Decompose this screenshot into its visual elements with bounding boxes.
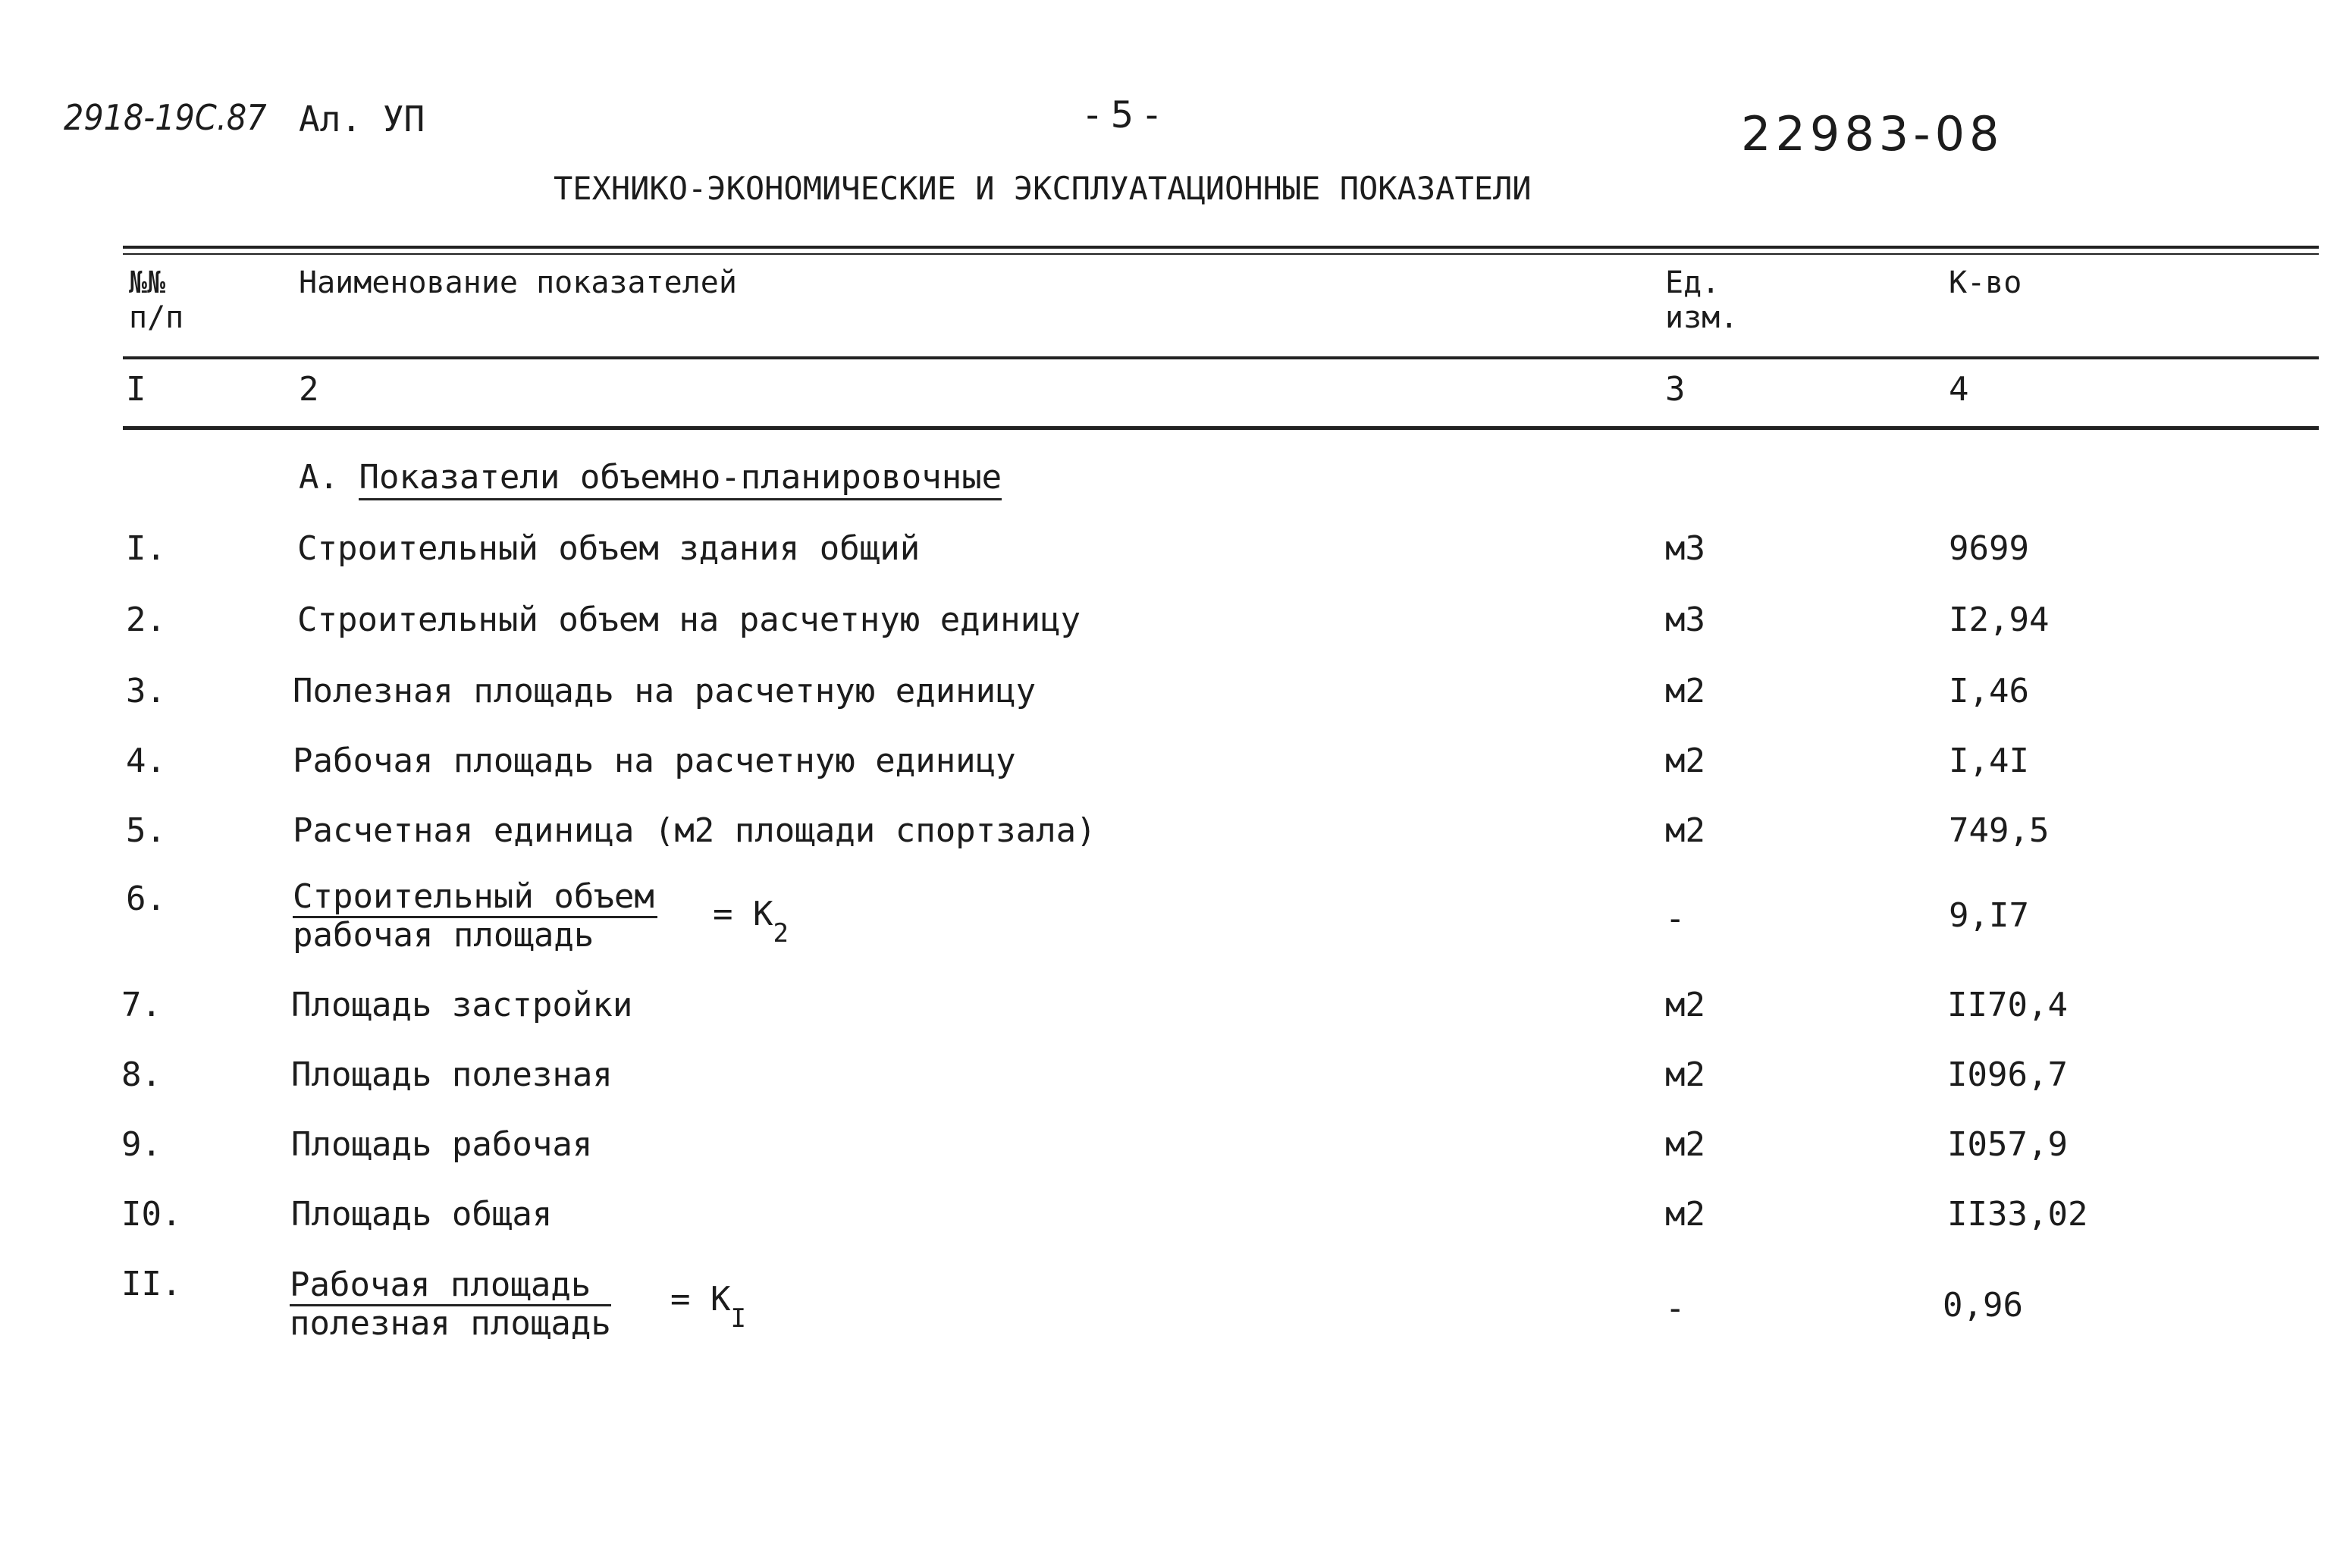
row-8-name: Площадь полезная: [291, 1055, 613, 1094]
row-5-qty: 749,5: [1949, 811, 2050, 850]
row-8-num: 8.: [121, 1055, 162, 1094]
col-header-num: [129, 265, 183, 335]
doc-code: 2918-19C.87: [64, 97, 267, 138]
row-10-unit: м2: [1665, 1195, 1705, 1234]
row-5-name: Расчетная единица (м2 площади спортзала): [293, 811, 1096, 850]
row-2-name: Строительный объем на расчетную единицу: [297, 601, 1081, 639]
row-6-result: [713, 895, 789, 949]
col-header-unit-line1: Ед.: [1665, 265, 1720, 300]
row-6-unit: -: [1665, 899, 1686, 938]
row-11-result-subscript: I: [730, 1303, 746, 1334]
album-label: Ал. УП: [299, 99, 425, 140]
row-6-qty: 9,I7: [1949, 896, 2029, 935]
row-4-unit: м2: [1665, 742, 1705, 780]
row-2-unit: м3: [1665, 601, 1705, 639]
row-10-qty: II33,02: [1947, 1195, 2088, 1234]
row-10-num: I0.: [121, 1195, 182, 1234]
page-number: - 5 -: [1086, 94, 1159, 136]
col-number-1: I: [126, 370, 146, 409]
col-header-unit-line2: изм.: [1665, 300, 1739, 335]
row-2-qty: I2,94: [1949, 601, 2050, 639]
row-11-unit: -: [1665, 1289, 1686, 1328]
row-6-result-subscript: 2: [773, 918, 789, 949]
row-9-name: Площадь рабочая: [291, 1125, 593, 1164]
row-4-name: Рабочая площадь на расчетную единицу: [293, 742, 1016, 780]
row-11-denominator: полезная площадь: [290, 1304, 611, 1343]
row-7-unit: м2: [1665, 986, 1705, 1024]
numbers-rule: [123, 426, 2319, 430]
row-4-num: 4.: [126, 742, 166, 780]
row-7-name: Площадь застройки: [291, 986, 633, 1024]
row-11-num: II.: [121, 1265, 182, 1303]
row-10-name: Площадь общая: [291, 1195, 553, 1234]
row-6-fraction: [293, 877, 657, 955]
row-6-numerator: Строительный объем: [293, 880, 657, 918]
col-number-4: 4: [1949, 370, 1969, 409]
col-number-3: 3: [1665, 370, 1686, 409]
row-6-num: 6.: [126, 880, 166, 918]
table-top-rule-2: [123, 253, 2319, 255]
row-11-fraction: [290, 1265, 611, 1343]
row-11-numerator: Рабочая площадь: [290, 1268, 611, 1306]
row-8-unit: м2: [1665, 1055, 1705, 1094]
row-3-name: Полезная площадь на расчетную единицу: [293, 672, 1037, 710]
row-5-num: 5.: [126, 811, 166, 850]
row-1-unit: м3: [1665, 529, 1705, 568]
table-top-rule: [123, 246, 2319, 249]
col-header-name: Наименование показателей: [299, 265, 737, 300]
col-header-unit: [1665, 265, 1738, 335]
row-8-qty: I096,7: [1947, 1055, 2068, 1094]
row-1-qty: 9699: [1949, 529, 2029, 568]
row-2-num: 2.: [126, 601, 166, 639]
row-11-result: [670, 1280, 746, 1334]
col-header-num-line1: №№: [129, 265, 166, 300]
row-3-qty: I,46: [1949, 672, 2029, 710]
row-9-num: 9.: [121, 1125, 162, 1164]
row-7-num: 7.: [121, 986, 162, 1024]
col-number-2: 2: [299, 370, 319, 409]
row-4-qty: I,4I: [1949, 742, 2029, 780]
row-6-result-symbol: = К: [713, 895, 773, 933]
row-3-unit: м2: [1665, 672, 1705, 710]
row-1-name: Строительный объем здания общий: [297, 529, 921, 568]
header-rule: [123, 356, 2319, 359]
row-6-denominator: рабочая площадь: [293, 916, 594, 955]
row-1-num: I.: [126, 529, 166, 568]
col-header-num-line2: п/п: [129, 300, 184, 335]
document-title: ТЕХНИКО-ЭКОНОМИЧЕСКИЕ И ЭКСПЛУАТАЦИОННЫЕ ПОКАЗАТЕЛИ: [554, 170, 1532, 207]
row-9-unit: м2: [1665, 1125, 1705, 1164]
row-11-qty: 0,96: [1943, 1286, 2023, 1325]
row-7-qty: II70,4: [1947, 986, 2068, 1024]
row-9-qty: I057,9: [1947, 1125, 2068, 1164]
section-a-prefix: А.: [299, 458, 339, 497]
row-3-num: 3.: [126, 672, 166, 710]
row-11-result-symbol: = К: [670, 1280, 731, 1319]
project-number: 22983-08: [1741, 106, 2004, 162]
section-a-title: Показатели объемно-планировочные: [359, 458, 1002, 500]
section-a-heading: [299, 458, 1002, 497]
row-5-unit: м2: [1665, 811, 1705, 850]
col-header-qty: К-во: [1949, 265, 2022, 300]
